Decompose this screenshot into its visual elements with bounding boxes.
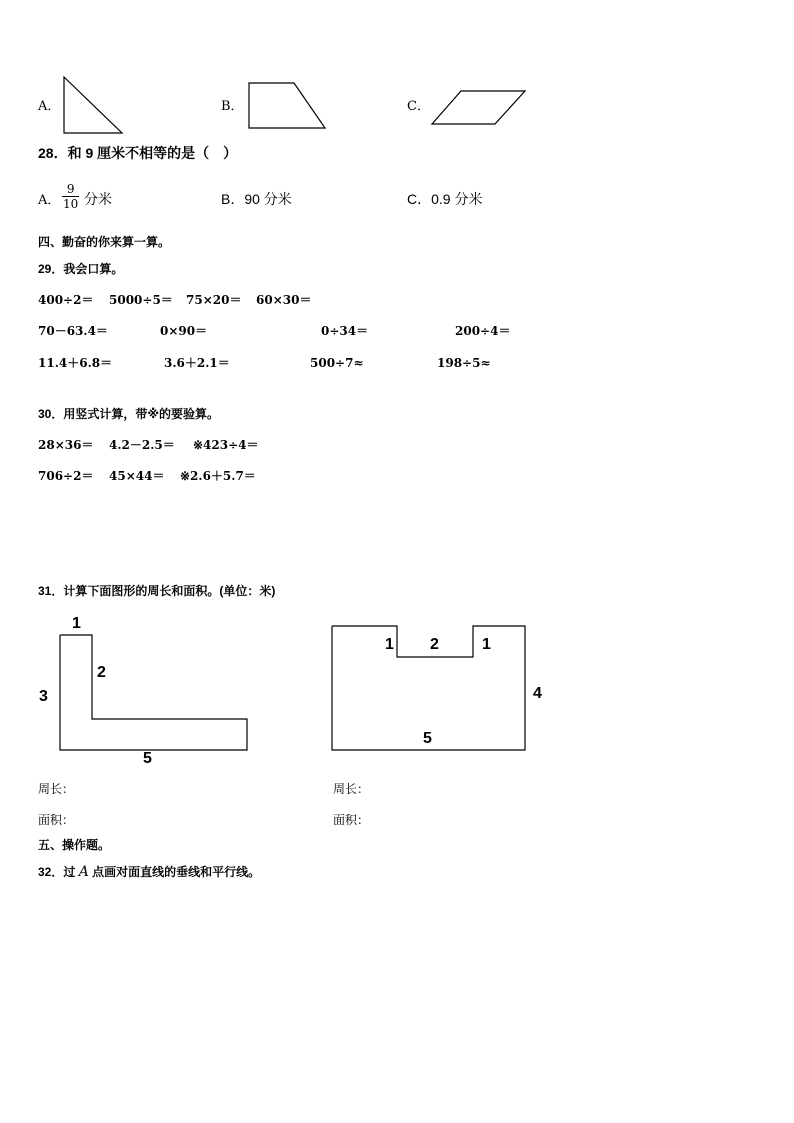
option-c-label: C．	[407, 99, 430, 114]
q29-r2-item: 0×90＝	[160, 324, 208, 338]
fig1-top-label: 1	[72, 615, 81, 632]
q29-r1-item: 5000÷5＝	[109, 293, 173, 307]
fig2-right-label: 4	[533, 685, 542, 702]
parallelogram-figure	[431, 90, 527, 126]
q29-r3-item: 11.4＋6.8＝	[38, 356, 113, 370]
fig1-inner-label: 2	[97, 664, 106, 681]
q32-text	[38, 864, 260, 880]
q29-r1-item: 75×20＝	[186, 293, 242, 307]
q30-r1-item: 28×36＝	[38, 438, 94, 452]
q32-suffix: 点画对面直线的垂线和平行线。	[88, 865, 261, 879]
fraction-denominator: 10	[63, 197, 79, 211]
section-four-title: 四、勤奋的你来算一算。	[38, 235, 171, 249]
q32-prefix: 32．过	[38, 865, 79, 879]
q29-r1-item: 60×30＝	[256, 293, 312, 307]
q29-r2-item: 200÷4＝	[455, 324, 511, 338]
fig2-notch-width-label: 2	[430, 636, 439, 653]
q28-option-c: C．0.9 分米	[407, 191, 483, 207]
option-a-label: A．	[38, 99, 61, 114]
q28-option-a-prefix: A．	[38, 193, 61, 208]
fig1-left-label: 3	[39, 688, 48, 705]
fig1-perimeter-label: 周长：	[38, 782, 75, 796]
q30-r1-item: 4.2－2.5＝	[109, 438, 175, 452]
option-b-label: B．	[221, 99, 244, 114]
q29-r1-item: 400÷2＝	[38, 293, 94, 307]
q30-r1-item: ※423÷4＝	[193, 438, 259, 452]
q31-title: 31．计算下面图形的周长和面积。(单位：米)	[38, 584, 276, 598]
fig2-notch-right-label: 1	[482, 636, 491, 653]
section-five-title: 五、操作题。	[38, 838, 111, 852]
fig2-bottom-label: 5	[423, 730, 432, 747]
q29-title: 29．我会口算。	[38, 262, 124, 276]
q28-option-a-unit: 分米	[84, 191, 112, 207]
q28-question: 28．和 9 厘米不相等的是（ ）	[38, 145, 238, 161]
fig2-notch-left-label: 1	[385, 636, 394, 653]
fig2-area-label: 面积：	[333, 813, 370, 827]
fig1-bottom-label: 5	[143, 750, 152, 767]
q30-r2-item: 706÷2＝	[38, 469, 94, 483]
fig2-perimeter-label: 周长：	[333, 782, 370, 796]
q29-r3-item: 198÷5≈	[437, 356, 491, 370]
q32-point-a: A	[78, 864, 89, 880]
q29-r2-item: 0÷34＝	[321, 324, 369, 338]
right-triangle-figure	[62, 76, 124, 134]
q28-option-a-fraction	[62, 182, 79, 211]
q28-option-b: B．90 分米	[221, 191, 292, 207]
q29-r3-item: 3.6＋2.1＝	[164, 356, 230, 370]
q30-r2-item: ※2.6＋5.7＝	[180, 469, 256, 483]
fig1-area-label: 面积：	[38, 813, 75, 827]
trapezoid-figure	[248, 82, 328, 130]
l-shape-figure	[59, 634, 251, 754]
q30-title: 30．用竖式计算，带※的要验算。	[38, 407, 220, 421]
q29-r3-item: 500÷7≈	[310, 356, 364, 370]
fraction-numerator: 9	[66, 182, 75, 196]
q30-r2-item: 45×44＝	[109, 469, 165, 483]
q29-r2-item: 70－63.4＝	[38, 324, 108, 338]
